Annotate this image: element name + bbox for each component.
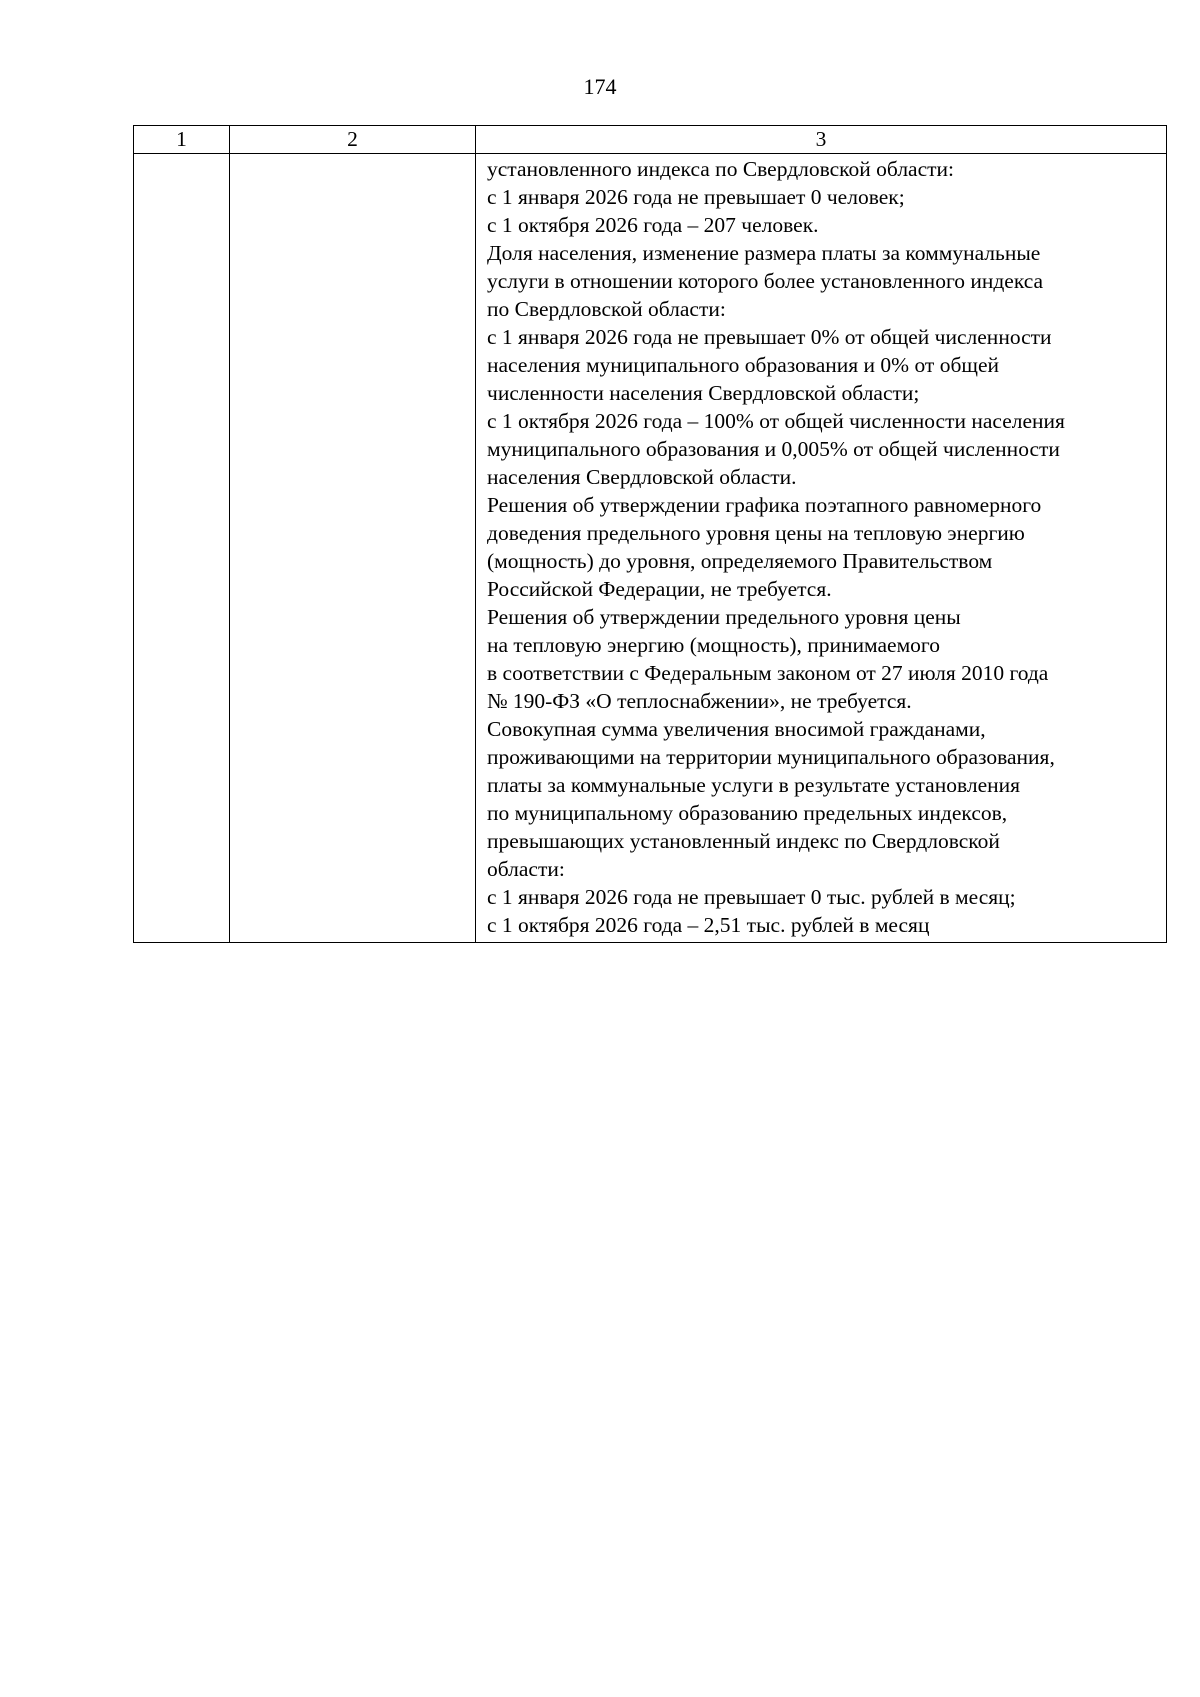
text-line: платы за коммунальные услуги в результате установления	[487, 773, 1021, 797]
table-header-row	[134, 126, 1167, 154]
column-header-3: 3	[476, 126, 1167, 154]
text-line: области:	[487, 857, 565, 881]
text-line: с 1 января 2026 года не превышает 0 человек;	[487, 185, 905, 209]
text-line: численности населения Свердловской области;	[487, 381, 920, 405]
cell-column-2	[230, 154, 476, 943]
cell-column-3	[476, 154, 1167, 943]
text-line: населения муниципального образования и 0% от общей	[487, 353, 999, 377]
text-line: с 1 октября 2026 года – 2,51 тыс. рублей в месяц	[487, 913, 930, 937]
text-line: муниципального образования и 0,005% от общей численности	[487, 437, 1060, 461]
cell-column-1	[134, 154, 230, 943]
text-line: по муниципальному образованию предельных индексов,	[487, 801, 1008, 825]
text-line: проживающими на территории муниципального образования,	[487, 745, 1055, 769]
text-line: услуги в отношении которого более установленного индекса	[487, 269, 1044, 293]
document-table	[133, 125, 1167, 943]
text-line: в соответствии с Федеральным законом от 27 июля 2010 года	[487, 661, 1049, 685]
text-line: (мощность) до уровня, определяемого Правительством	[487, 549, 993, 573]
text-line: с 1 октября 2026 года – 100% от общей численности населения	[487, 409, 1065, 433]
text-line: установленного индекса по Свердловской области:	[487, 157, 955, 181]
text-line: Совокупная сумма увеличения вносимой гражданами,	[487, 717, 986, 741]
text-line: доведения предельного уровня цены на тепловую энергию	[487, 521, 1025, 545]
text-line: Доля населения, изменение размера платы за коммунальные	[487, 241, 1041, 265]
column-header-1: 1	[134, 126, 230, 154]
text-line: с 1 января 2026 года не превышает 0 тыс. рублей в месяц;	[487, 885, 1016, 909]
text-line: населения Свердловской области.	[487, 465, 797, 489]
text-line: Решения об утверждении предельного уровня цены	[487, 605, 961, 629]
text-line: на тепловую энергию (мощность), принимаемого	[487, 633, 940, 657]
text-line: с 1 января 2026 года не превышает 0% от общей численности	[487, 325, 1052, 349]
column-header-2: 2	[230, 126, 476, 154]
text-line: превышающих установленный индекс по Свердловской	[487, 829, 1000, 853]
text-line: Решения об утверждении графика поэтапного равномерного	[487, 493, 1042, 517]
text-line: с 1 октября 2026 года – 207 человек.	[487, 213, 819, 237]
table-row	[134, 154, 1167, 943]
text-line: № 190-ФЗ «О теплоснабжении», не требуется.	[487, 689, 912, 713]
text-line: по Свердловской области:	[487, 297, 726, 321]
cell-column-3-text	[476, 154, 1166, 939]
text-line: Российской Федерации, не требуется.	[487, 577, 832, 601]
page-number: 174	[583, 74, 617, 99]
